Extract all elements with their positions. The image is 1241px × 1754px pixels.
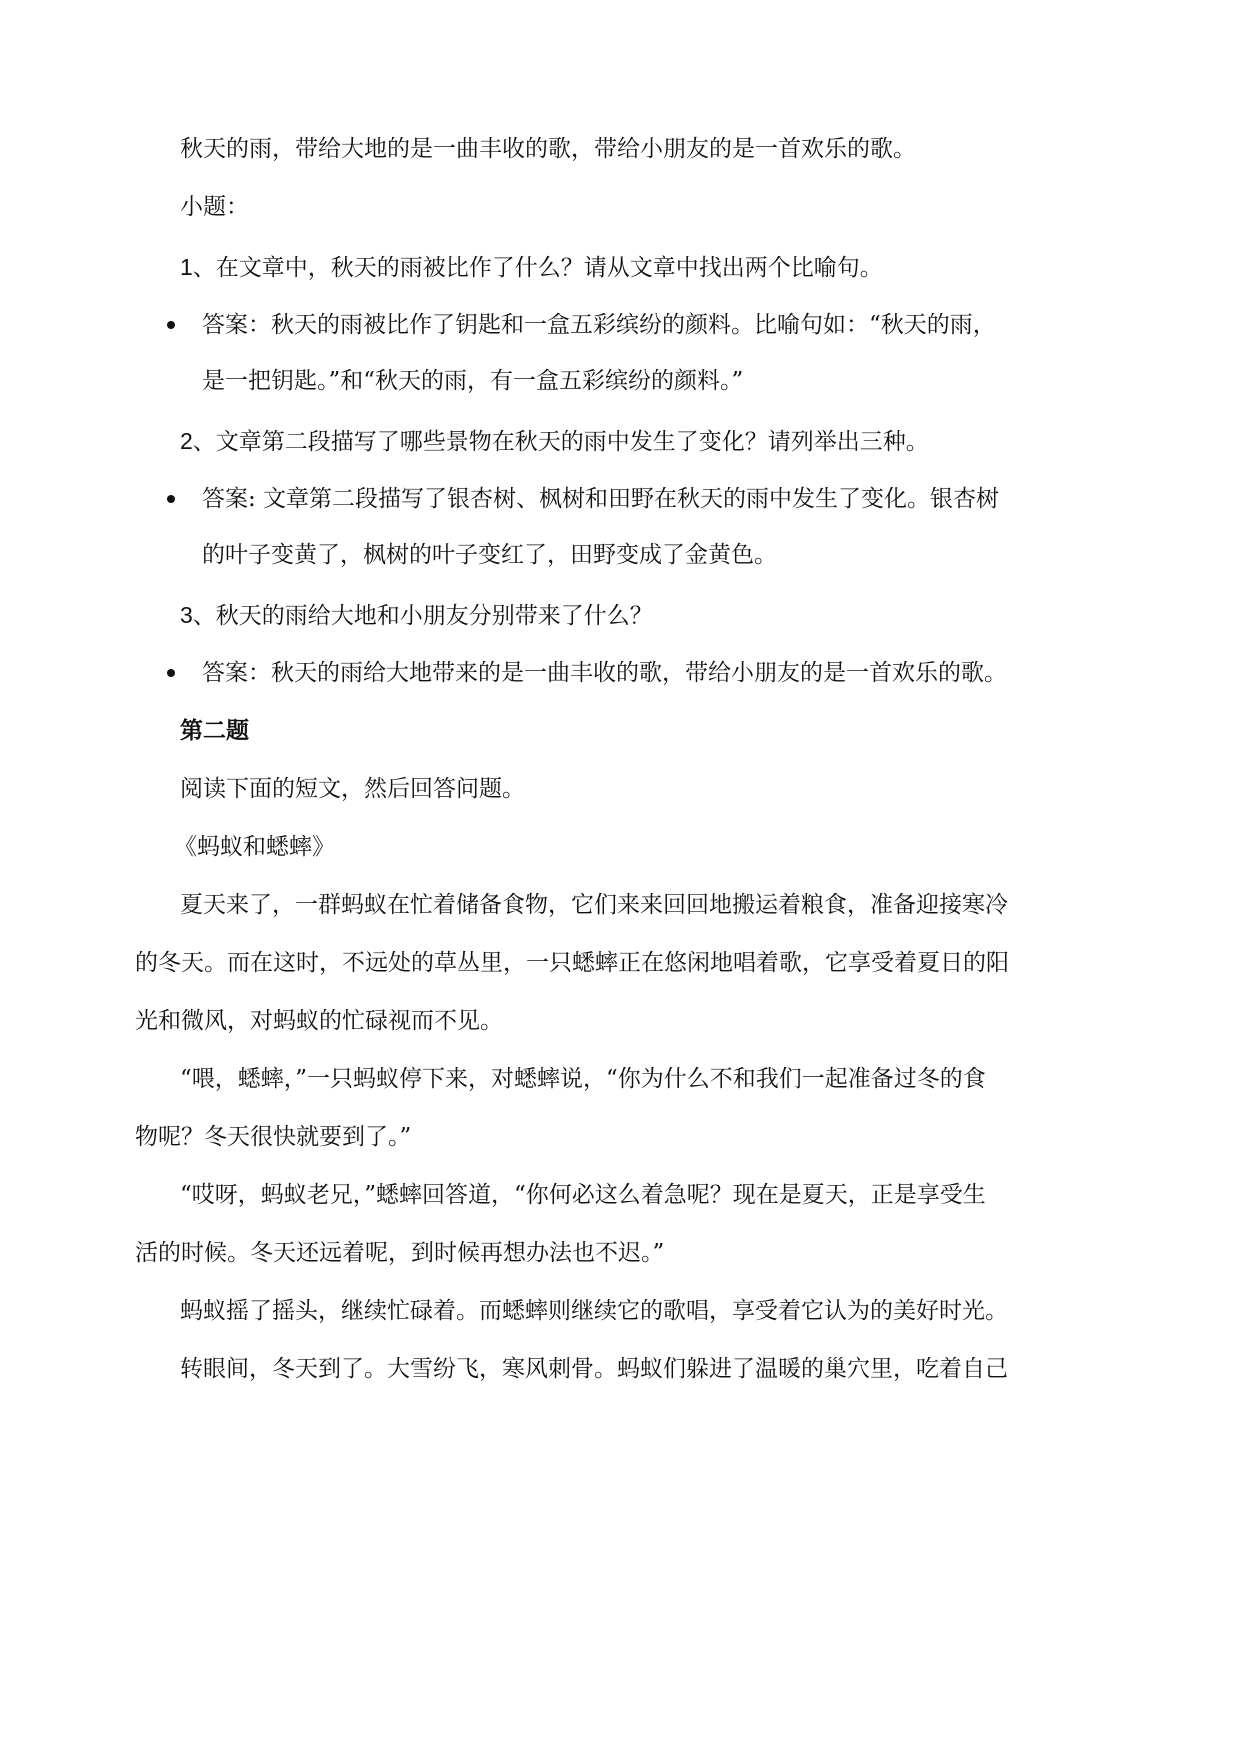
story-line-9: 转眼间，冬天到了。大雪纷飞，寒风刺骨。蚂蚁们躲进了温暖的巢穴里，吃着自己: [180, 1356, 1008, 1382]
story-title: 《蚂蚁和蟋蟀》: [174, 834, 335, 860]
question-number: 3: [180, 602, 193, 628]
story-line-1: 夏天来了，一群蚂蚁在忙着储备食物，它们来来回回地搬运着粮食，准备迎接寒冷: [180, 892, 1008, 918]
story-line-5: 物呢？冬天很快就要到了。”: [135, 1124, 412, 1150]
answer-3-line-1: 答案：秋天的雨给大地带来的是一曲丰收的歌，带给小朋友的是一首欢乐的歌。: [202, 660, 1007, 686]
question-number: 1: [180, 254, 193, 280]
question-text: 、文章第二段描写了哪些景物在秋天的雨中发生了变化？请列举出三种。: [192, 429, 929, 455]
story-line-3: 光和微风，对蚂蚁的忙碌视而不见。: [135, 1008, 503, 1034]
question-text: 、秋天的雨给大地和小朋友分别带来了什么？: [192, 603, 653, 629]
question-number: 2: [180, 428, 193, 454]
intro-line: 秋天的雨，带给大地的是一曲丰收的歌，带给小朋友的是一首欢乐的歌。: [180, 136, 916, 162]
subquestions-label: 小题：: [180, 194, 249, 220]
answer-2-line-1: 答案: 文章第二段描写了银杏树、枫树和田野在秋天的雨中发生了变化。银杏树: [202, 486, 1000, 512]
bullet-icon: [167, 321, 175, 329]
bullet-icon: [167, 495, 175, 503]
story-line-6: “哎呀，蚂蚁老兄，”蟋蟀回答道，“你何必这么着急呢？现在是夏天，正是享受生: [180, 1182, 986, 1208]
story-line-2: 的冬天。而在这时，不远处的草丛里，一只蟋蟀正在悠闲地唱着歌，它享受着夏日的阳: [135, 950, 1009, 976]
answer-2-line-2: 的叶子变黄了，枫树的叶子变红了，田野变成了金黄色。: [202, 542, 777, 568]
answer-1-line-2: 是一把钥匙。”和“秋天的雨，有一盒五彩缤纷的颜料。”: [202, 368, 744, 394]
answer-1-line-1: 答案：秋天的雨被比作了钥匙和一盒五彩缤纷的颜料。比喻句如：“秋天的雨，: [202, 312, 996, 338]
story-line-4: “喂，蟋蟀，”一只蚂蚁停下来，对蟋蟀说，“你为什么不和我们一起准备过冬的食: [180, 1066, 986, 1092]
instruction: 阅读下面的短文，然后回答问题。: [180, 776, 525, 802]
question-3: [180, 600, 653, 631]
story-line-7: 活的时候。冬天还远着呢，到时候再想办法也不迟。”: [135, 1240, 665, 1266]
bullet-icon: [167, 669, 175, 677]
section-title: 第二题: [180, 717, 249, 744]
question-2: [180, 426, 929, 457]
question-text: 、在文章中，秋天的雨被比作了什么？请从文章中找出两个比喻句。: [192, 255, 883, 281]
story-line-8: 蚂蚁摇了摇头，继续忙碌着。而蟋蟀则继续它的歌唱，享受着它认为的美好时光。: [180, 1298, 1008, 1324]
question-1: [180, 252, 883, 283]
